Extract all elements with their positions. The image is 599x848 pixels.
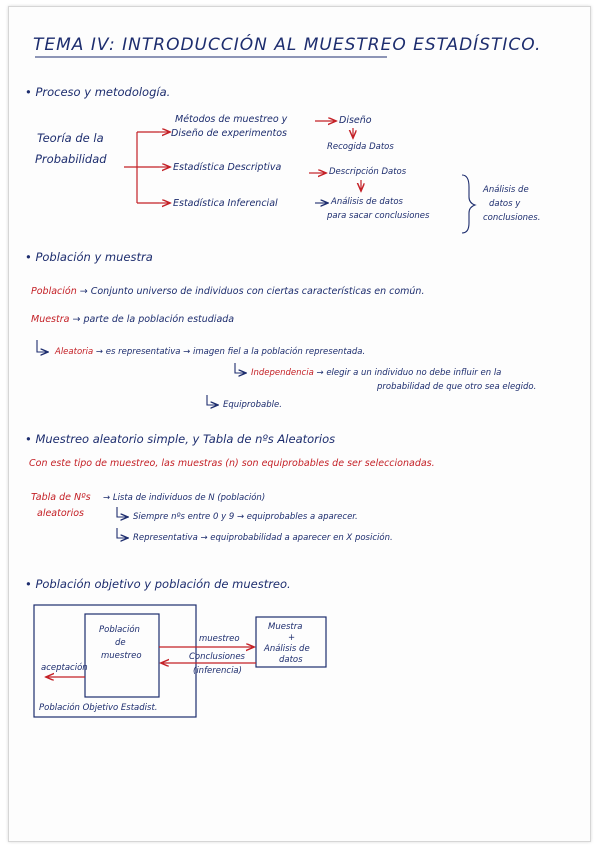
tabla-label-2: aleatorios [37,508,84,519]
independencia-label: Independencia [251,368,314,378]
muestra-definition: parte de la población estudiada [83,314,235,325]
aleatoria-label: Aleatoria [55,347,94,357]
poblacion-label: Población [31,286,77,297]
indep-line [251,369,501,378]
root-line2: Probabilidad [35,152,107,166]
independencia-text: elegir a un individuo no debe influir en la [326,368,502,378]
notebook-page [8,6,591,842]
b3-label: Estadística Inferencial [173,198,278,209]
muestra-box-line2: + [288,633,296,643]
poblacion-def-line [31,287,424,297]
section4-heading-text: Población objetivo y población de muestreo. [35,577,291,591]
b2-label: Estadística Descriptiva [173,162,282,173]
poblacion-arrow: → [76,286,91,297]
hook-row3 [117,528,127,538]
muestreo-intro: Con este tipo de muestreo, las muestras (n) son equiprobables de ser seleccionadas. [29,458,435,469]
b1-line2: Diseño de experimentos [171,128,287,139]
aceptacion-label: aceptación [41,663,88,673]
hook-indep [235,363,245,373]
conclusiones-line1: Conclusiones [189,652,245,662]
bracket-theory [124,132,159,203]
tabla-row2: Siempre nºs entre 0 y 9 → equiprobables a aparecer. [133,512,358,522]
hook-row2 [117,507,127,517]
recogida-label: Recogida Datos [327,142,394,152]
box-outer-population [34,605,196,717]
row1-text: Lista de individuos de N (población) [112,493,266,503]
outer-box-label: Población Objetivo Estadist. [39,703,158,713]
descripcion-label: Descripción Datos [329,167,407,177]
muestra-box-line3: Análisis de [264,644,310,654]
section1-heading-text: Proceso y metodología. [35,85,171,99]
muestra-def-line [31,315,234,325]
section2-heading-text: Población y muestra [35,250,153,264]
conclusion-line2: datos y [489,199,521,209]
row1-arrow: → [103,493,113,503]
section4-heading [25,579,291,591]
imagen-text: imagen fiel a la población representada. [193,347,366,357]
poblacion-definition: Conjunto universo de individuos con ciertas características en común. [90,286,425,297]
hook-equi [207,395,217,405]
tabla-label-1: Tabla de Nºs [31,492,91,503]
analisis-line1: Análisis de datos [331,197,403,207]
indep-line2: probabilidad de que otro sea elegido. [377,382,537,392]
section3-heading [25,434,335,446]
b1-line1: Métodos de muestreo y [175,114,288,125]
indep-arrow: → [313,368,327,378]
bullet-dot: • [25,85,36,99]
muestra-box-line4: datos [279,655,303,665]
aleatoria-line [55,348,365,357]
aleatoria-arrow: → [93,347,106,357]
equiprobable-label: Equiprobable. [223,400,282,410]
bullet-dot: • [25,432,36,446]
section1-heading [25,87,170,99]
section2-heading [25,252,153,264]
hook-aleatoria [37,340,47,352]
analisis-line2: para sacar conclusiones [327,211,430,221]
muestreo-arrow-label: muestreo [199,634,240,644]
bullet-dot: • [25,250,36,264]
conclusiones-line2: (inferencia) [193,666,242,676]
imagen-arrow: → [180,347,194,357]
conclusion-line3: conclusiones. [483,213,541,223]
diseno-label: Diseño [339,115,372,126]
muestra-label: Muestra [31,314,70,325]
inner-box-line3: muestreo [101,651,142,661]
section3-heading-text: Muestreo aleatorio simple, y Tabla de nºs Aleatorios [35,432,336,446]
page-title: TEMA IV: INTRODUCCIÓN AL MUESTREO ESTADÍSTICO. [33,35,542,55]
tabla-row3: Representativa → equiprobabilidad a aparecer en X posición. [133,533,393,543]
bullet-dot: • [25,577,36,591]
tabla-row1 [103,494,265,503]
muestra-arrow: → [69,314,84,325]
root-line1: Teoría de la [37,131,104,145]
brace-conclusions [462,175,475,233]
muestra-box-line1: Muestra [268,622,303,632]
representativa-label: es representativa [105,347,181,357]
inner-box-line2: de [115,638,126,648]
conclusion-line1: Análisis de [483,185,529,195]
inner-box-line1: Población [99,625,140,635]
